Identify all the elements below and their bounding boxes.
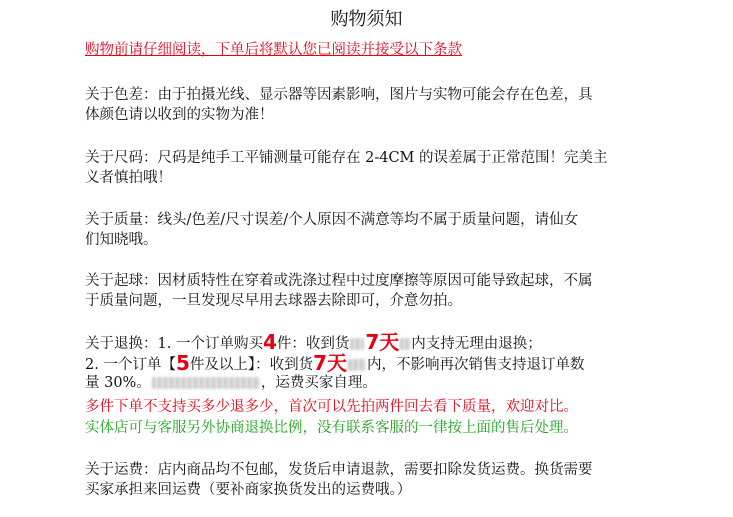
color-diff-line-2: 体颜色请以收到的实物为准！ <box>85 107 274 123</box>
returns-line-3-prefix: 量 30%。 <box>85 375 151 391</box>
returns-green-note: 实体店可与客服另外协商退换比例，没有联系客服的一律按上面的售后处理。 <box>85 420 578 436</box>
blurred-text <box>400 338 410 350</box>
returns-line-2-suffix: 内，不影响再次销售支持退订单数 <box>367 357 585 373</box>
returns-red-note: 多件下单不支持买多少退多少，首次可以先拍两件回去看下质量，欢迎对比。 <box>85 399 578 415</box>
quality-line-1: 关于质量：线头/色差/尺寸误差/个人原因不满意等均不属于质量问题，请仙女 <box>85 212 579 228</box>
quality-line-2: 们知晓哦。 <box>85 232 158 248</box>
returns-days-7-b: 7天 <box>313 351 348 375</box>
color-diff-line-1: 关于色差：由于拍摄光线、显示器等因素影响，图片与实物可能会存在色差，具 <box>85 87 593 103</box>
returns-line-2 <box>85 352 585 375</box>
blurred-text <box>350 338 364 350</box>
page-title: 购物须知 <box>330 9 403 30</box>
returns-line-2-mid: 件及以上】：收到货 <box>189 357 314 373</box>
returns-line-1-prefix: 关于退换：1. 一个订单购买 <box>85 336 263 352</box>
size-line-2: 义者慎拍哦！ <box>85 170 172 186</box>
returns-line-3 <box>85 373 377 393</box>
shipping-line-1: 关于运费：店内商品均不包邮，发货后申请退款，需要扣除发货运费。换货需要 <box>85 462 593 478</box>
shipping-line-2: 买家承担来回运费（要补商家换货发出的运费哦。） <box>85 482 412 498</box>
returns-line-1-mid: 件：收到货 <box>276 336 350 352</box>
returns-quantity-4: 4 <box>262 330 277 354</box>
blurred-text <box>348 359 366 371</box>
returns-line-2-prefix: 2. 一个订单【 <box>85 357 176 373</box>
pilling-line-2: 于质量问题，一旦发现尽早用去球器去除即可，介意勿拍。 <box>85 293 462 309</box>
size-line-1: 关于尺码：尺码是纯手工平铺测量可能存在 2-4CM 的误差属于正常范围！完美主 <box>85 150 608 166</box>
notice-warning: 购物前请仔细阅读，下单后将默认您已阅读并接受以下条款 <box>85 42 462 58</box>
returns-line-3-suffix: ，运费买家自理。 <box>260 375 377 391</box>
returns-line-1-suffix: 内支持无理由退换； <box>411 336 542 352</box>
pilling-line-1: 关于起球：因材质特性在穿着或洗涤过程中过度摩擦等原因可能导致起球，不属 <box>85 273 593 289</box>
returns-quantity-5: 5 <box>175 351 190 375</box>
returns-days-7-a: 7天 <box>365 330 400 354</box>
blurred-text <box>152 377 260 389</box>
